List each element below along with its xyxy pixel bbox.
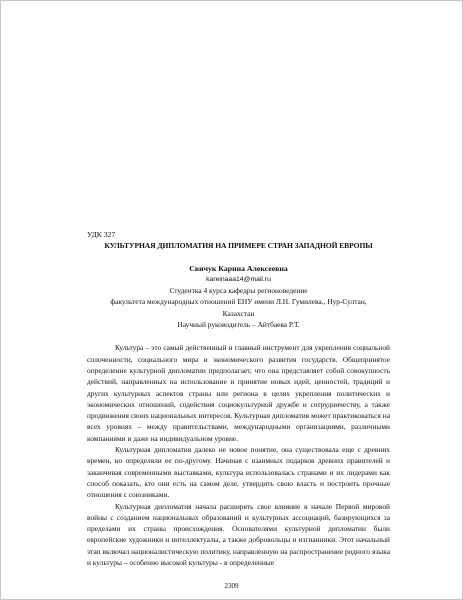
udk-code: УДК 327: [87, 230, 116, 239]
author-email: kareinaaa14@mail.ru: [206, 275, 271, 283]
affiliation-line: факультета международных отношений ЕНУ имени Л.Н. Гумилева., Нур-Султан,: [110, 297, 367, 307]
spacer: [87, 252, 390, 263]
supervisor-line: Научный руководитель – Айтбаева Р.Т.: [177, 320, 300, 330]
page-number: 2309: [224, 582, 239, 590]
article-body: [87, 229, 390, 568]
author-name: Свичук Карина Алексеевна: [189, 263, 288, 273]
affiliation-line: Казахстан: [222, 308, 255, 318]
body-paragraph: Культурная дипломатия начала расширять свое влияние в начале Первой мировой войны с созданием национальных образований и культурных ассоциаций, базирующихся за пределами их страны происхождения. Основателями культурной дипломатии были европейские художники и интеллектуалы, а также добровольцы и изгнанники. Этот начальный этап включал националистическую политику, направленную на распространение родного языка и культуры – особенно высокой культуры - в определенные: [87, 501, 391, 568]
body-paragraph: Культурная дипломатия далеко не новое понятие, она существовала еще с древних времен, но определяли ее по-другому. Начиная с взаимных подарков древних правителей и заканчивая современными выставками, культура использовалась странами и их лидерами как способ показать, кто они есть на самом деле, утвердить свою власть и построить прочные отношения с союзниками.: [87, 445, 390, 500]
body-paragraph: Культура – это самый действенный и главный инструмент для укрепления социальной сплоченности, социального мира и экономического развития государств. Общепринятое определение культурной дипломатии предполагает, что она представляет собой совокупность действий, направленных на использование и принятие новых идей, ценностей, традиций и других культурных аспектов страны или региона в целях укрепления политических и экономических отношений, содействия социокультурной дружбе и сотрудничеству, а также продвижения своих национальных интересов. Культурная дипломатия может практиковаться на всех уровнях – между правительствами, международными организациями, различными компаниями и даже на индивидуальном уровне.: [87, 343, 390, 443]
spacer: [87, 330, 390, 342]
article-title: КУЛЬТУРНАЯ ДИПЛОМАТИЯ НА ПРИМЕРЕ СТРАН ЗАПАДНОЙ ЕВРОПЫ: [104, 241, 373, 251]
affiliation-line: Студентка 4 курса кафедры регионоведение: [169, 286, 308, 296]
